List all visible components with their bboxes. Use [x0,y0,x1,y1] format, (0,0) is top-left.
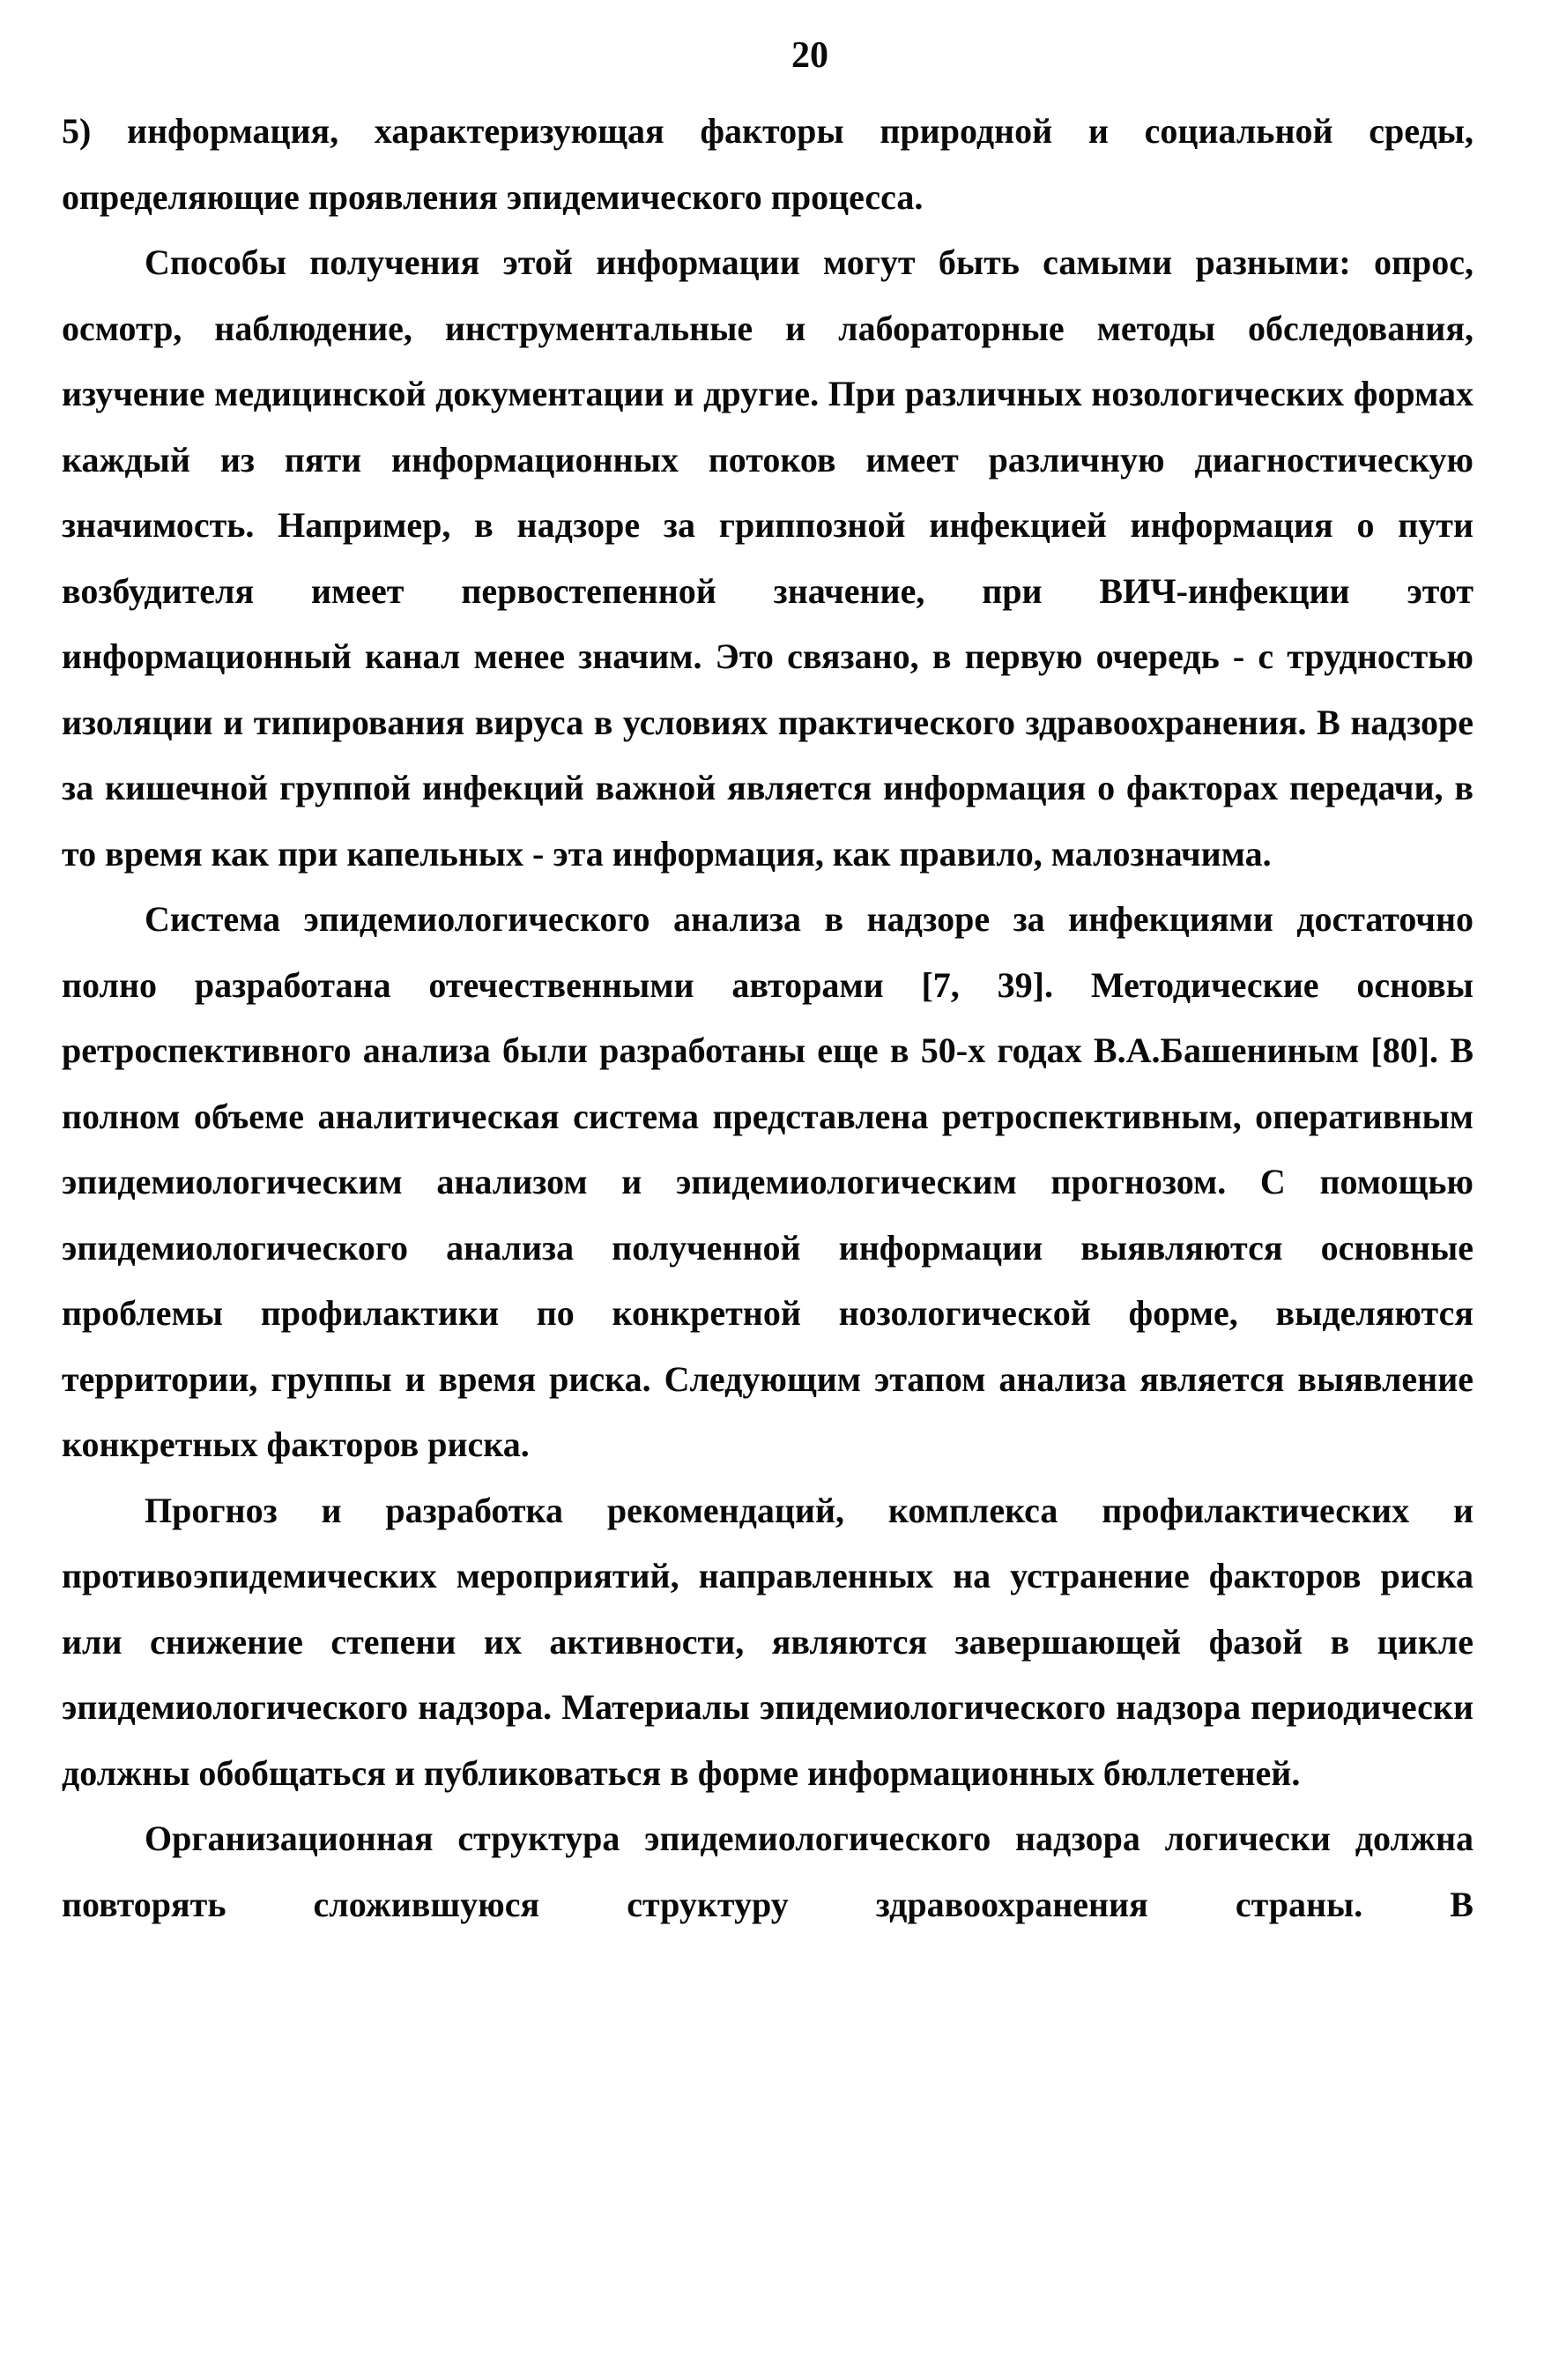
paragraph-information-methods: Способы получения этой информации могут быть самыми разными: опрос, осмотр, наблюдение, инструментальные и лабораторные методы обследования, изучение медицинской документации и другие. При различных нозологических формах каждый из пяти информационных потоков имеет различную диагностическую значимость. Например, в надзоре за гриппозной инфекцией информация о пути возбудителя имеет первостепенной значение, при ВИЧ-инфекции этот информационный канал менее значим. Это связано, в первую очередь - с трудностью изоляции и типирования вируса в условиях практического здравоохранения. В надзоре за кишечной группой инфекций важной является информация о факторах передачи, в то время как при капельных - эта информация, как правило, малозначима. [62,242,1473,874]
document-body [62,99,1473,1937]
paragraph-list-item-5: 5) информация, характеризующая факторы природной и социальной среды, определяющие проявления эпидемического процесса. [62,111,1473,217]
paragraph-analysis-system: Система эпидемиологического анализа в надзоре за инфекциями достаточно полно разработана отечественными авторами [7, 39]. Методические основы ретроспективного анализа были разработаны еще в 50-х годах В.А.Башениным [80]. В полном объеме аналитическая система представлена ретроспективным, оперативным эпидемиологическим анализом и эпидемиологическим прогнозом. С помощью эпидемиологического анализа полученной информации выявляются основные проблемы профилактики по конкретной нозологической форме, выделяются территории, группы и время риска. Следующим этапом анализа является выявление конкретных факторов риска. [62,899,1473,1464]
paragraph-forecast-recommendations: Прогноз и разработка рекомендаций, комплекса профилактических и противоэпидемических мероприятий, направленных на устранение факторов риска или снижение степени их активности, являются завершающей фазой в цикле эпидемиологического надзора. Материалы эпидемиологического надзора периодически должны обобщаться и публиковаться в форме информационных бюллетеней. [62,1490,1473,1793]
page-number: 20 [791,35,828,76]
paragraph-organizational-structure: Организационная структура эпидемиологического надзора логически должна повторять сложившуюся структуру здравоохранения страны. В [62,1818,1473,1924]
